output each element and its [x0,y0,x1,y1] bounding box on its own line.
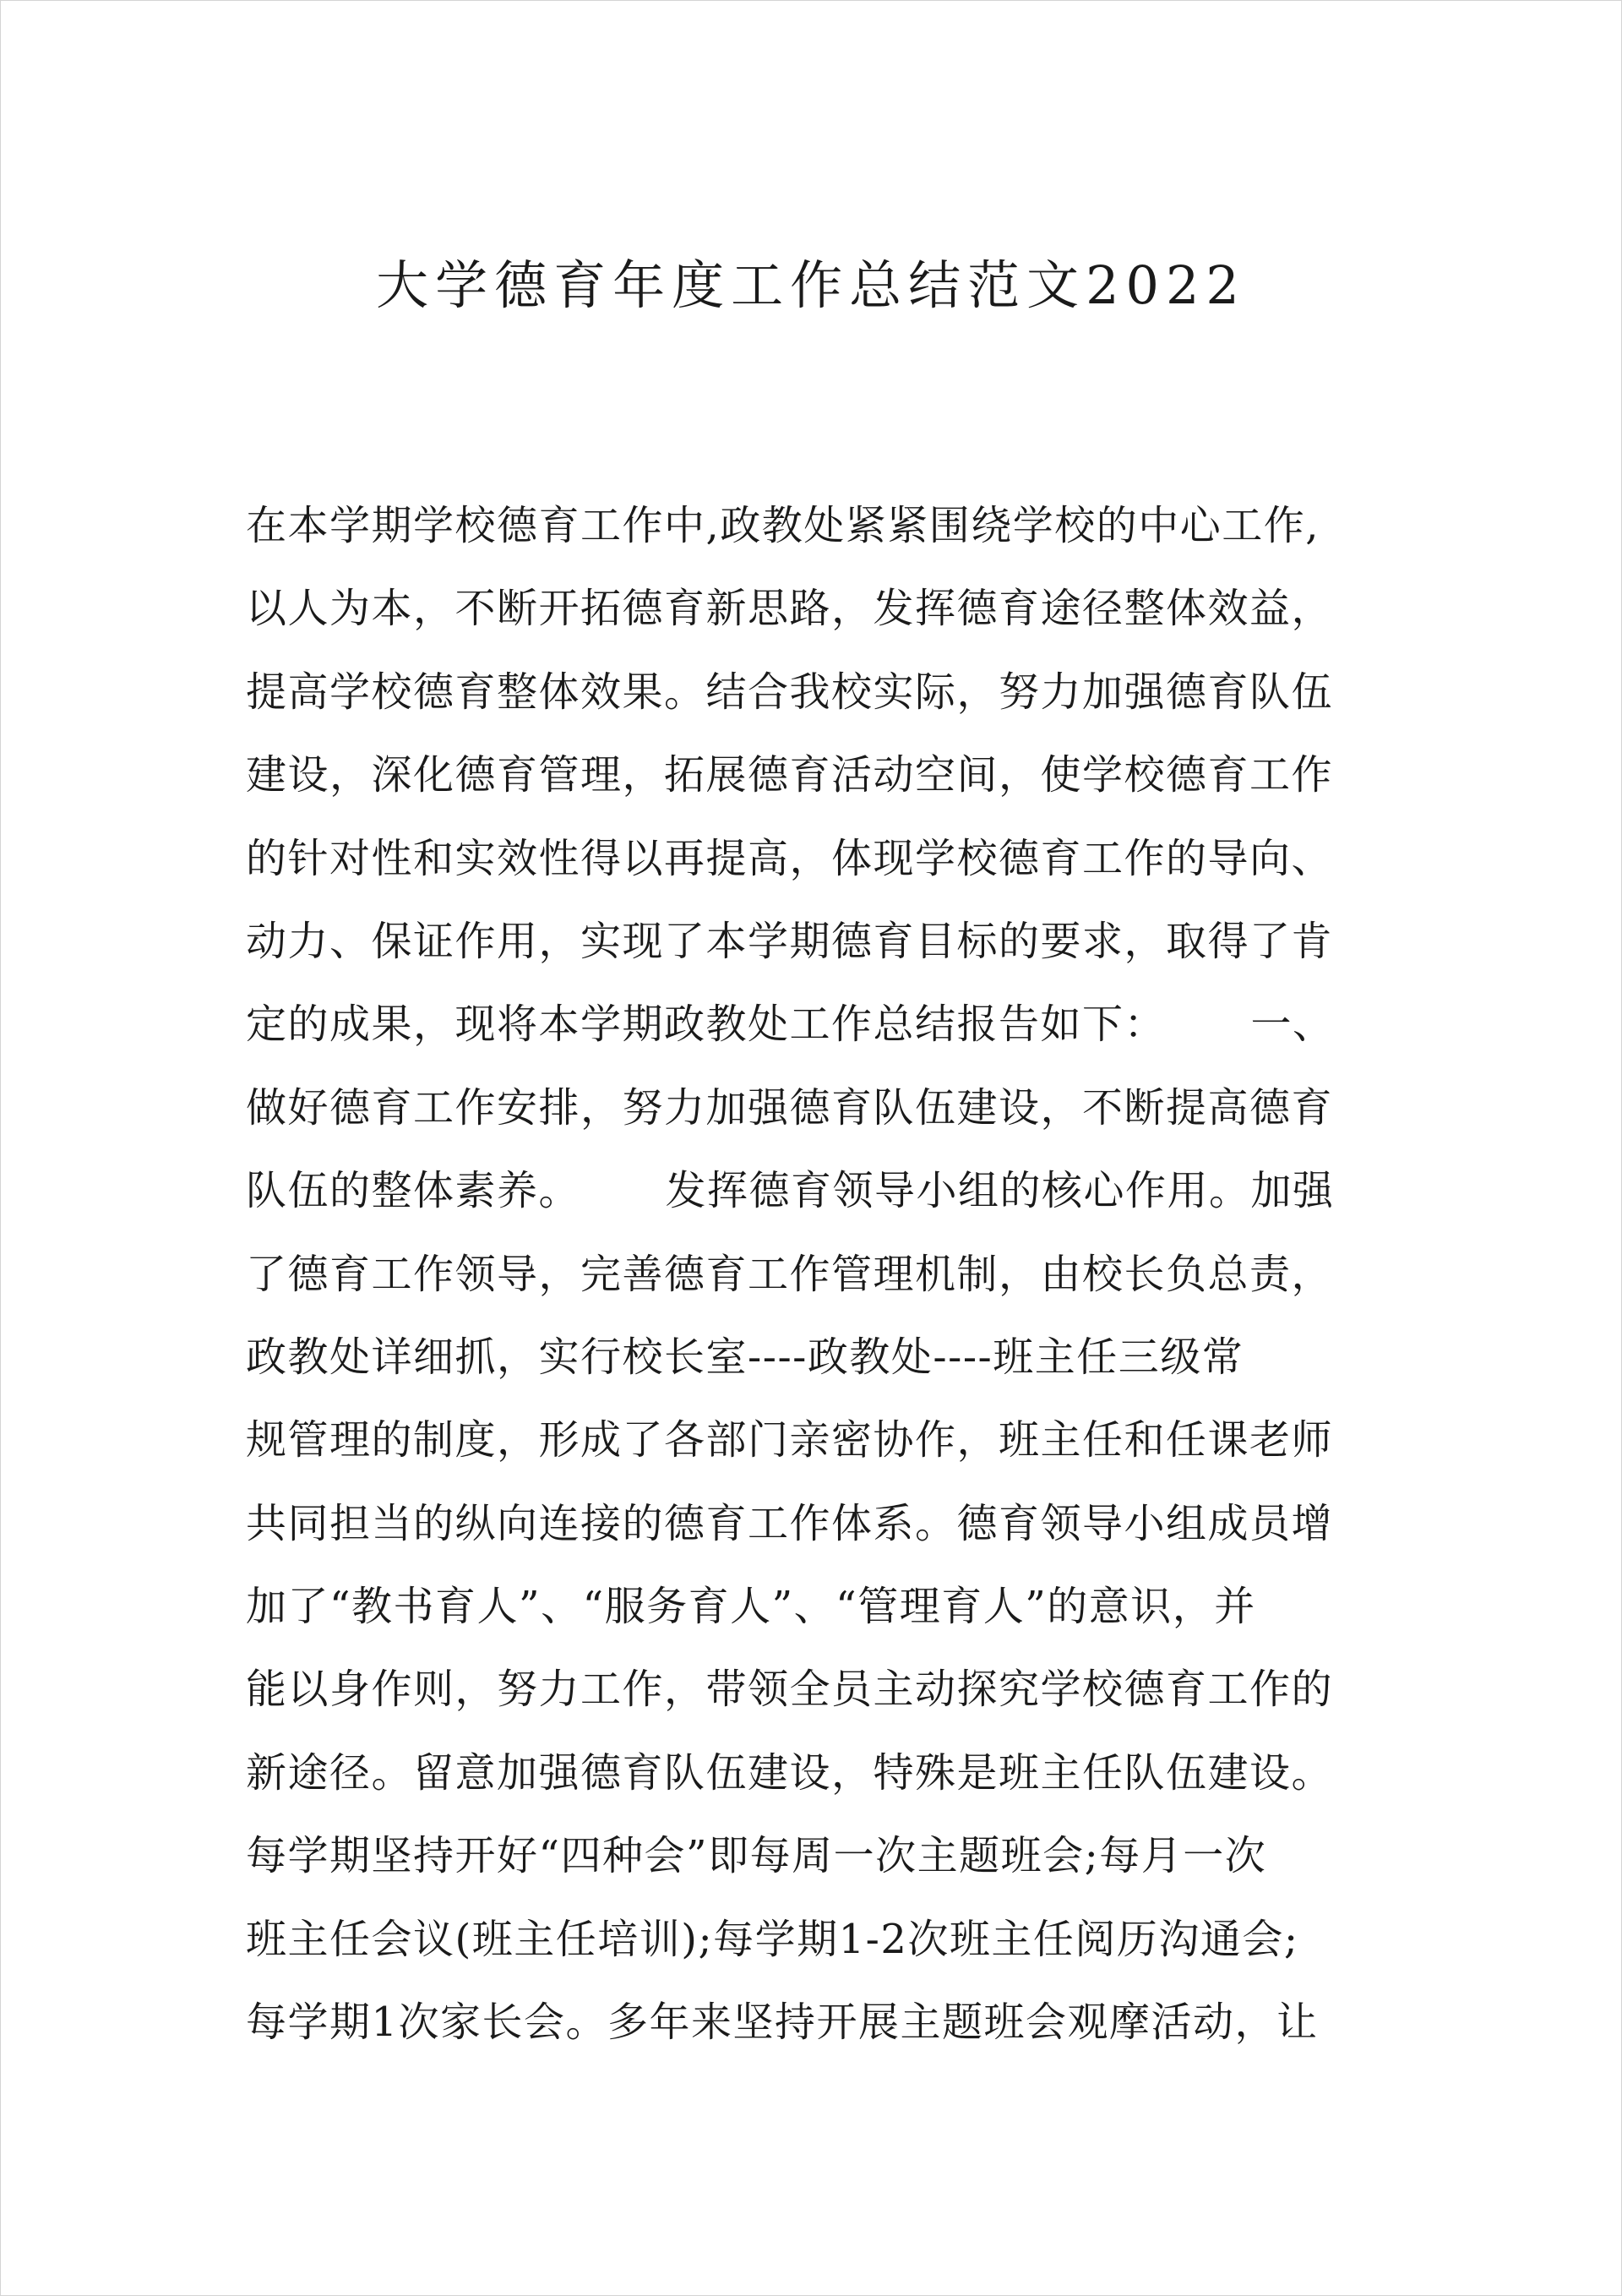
document-body [246,484,1382,2064]
body-line: 在本学期学校德育工作中,政教处紧紧围绕学校的中心工作, [246,502,1320,549]
document-title: 大学德育年度工作总结范文2022 [376,254,1246,316]
body-line: 建设，深化德育管理，拓展德育活动空间，使学校德育工作 [246,751,1334,799]
body-line: 以人为本，不断开拓德育新思路，发挥德育途径整体效益， [246,585,1334,633]
body-line: 队伍的整体素养。 发挥德育领导小组的核心作用。加强 [246,1167,1335,1215]
body-line: 政教处详细抓，实行校长室----政教处----班主任三级常 [246,1333,1244,1381]
body-line: 共同担当的纵向连接的德育工作体系。德育领导小组成员增 [246,1499,1334,1547]
body-line: 做好德育工作安排，努力加强德育队伍建设，不断提高德育 [246,1083,1334,1132]
body-line: 提高学校德育整体效果。结合我校实际，努力加强德育队伍 [246,668,1334,716]
body-line: 每学期1次家长会。多年来坚持开展主题班会观摩活动，让 [246,1999,1319,2047]
body-line: 加了“教书育人”、“服务育人”、“管理育人”的意识，并 [246,1583,1256,1631]
body-line: 动力、保证作用，实现了本学期德育目标的要求，取得了肯 [246,917,1334,965]
body-line: 新途径。留意加强德育队伍建设，特殊是班主任队伍建设。 [246,1748,1334,1797]
body-line: 每学期坚持开好“四种会”即每周一次主题班会;每月一次 [246,1832,1267,1880]
body-line: 了德育工作领导，完善德育工作管理机制，由校长负总责， [246,1250,1334,1298]
body-line: 规管理的制度，形成了各部门亲密协作，班主任和任课老师 [246,1416,1334,1464]
body-line: 定的成果，现将本学期政教处工作总结报告如下： 一、 [246,1001,1335,1049]
body-line: 能以身作则，努力工作，带领全员主动探究学校德育工作的 [246,1666,1334,1714]
body-line: 班主任会议(班主任培训);每学期1-2次班主任阅历沟通会; [246,1915,1299,1963]
body-line: 的针对性和实效性得以再提高，体现学校德育工作的导向、 [246,834,1334,882]
